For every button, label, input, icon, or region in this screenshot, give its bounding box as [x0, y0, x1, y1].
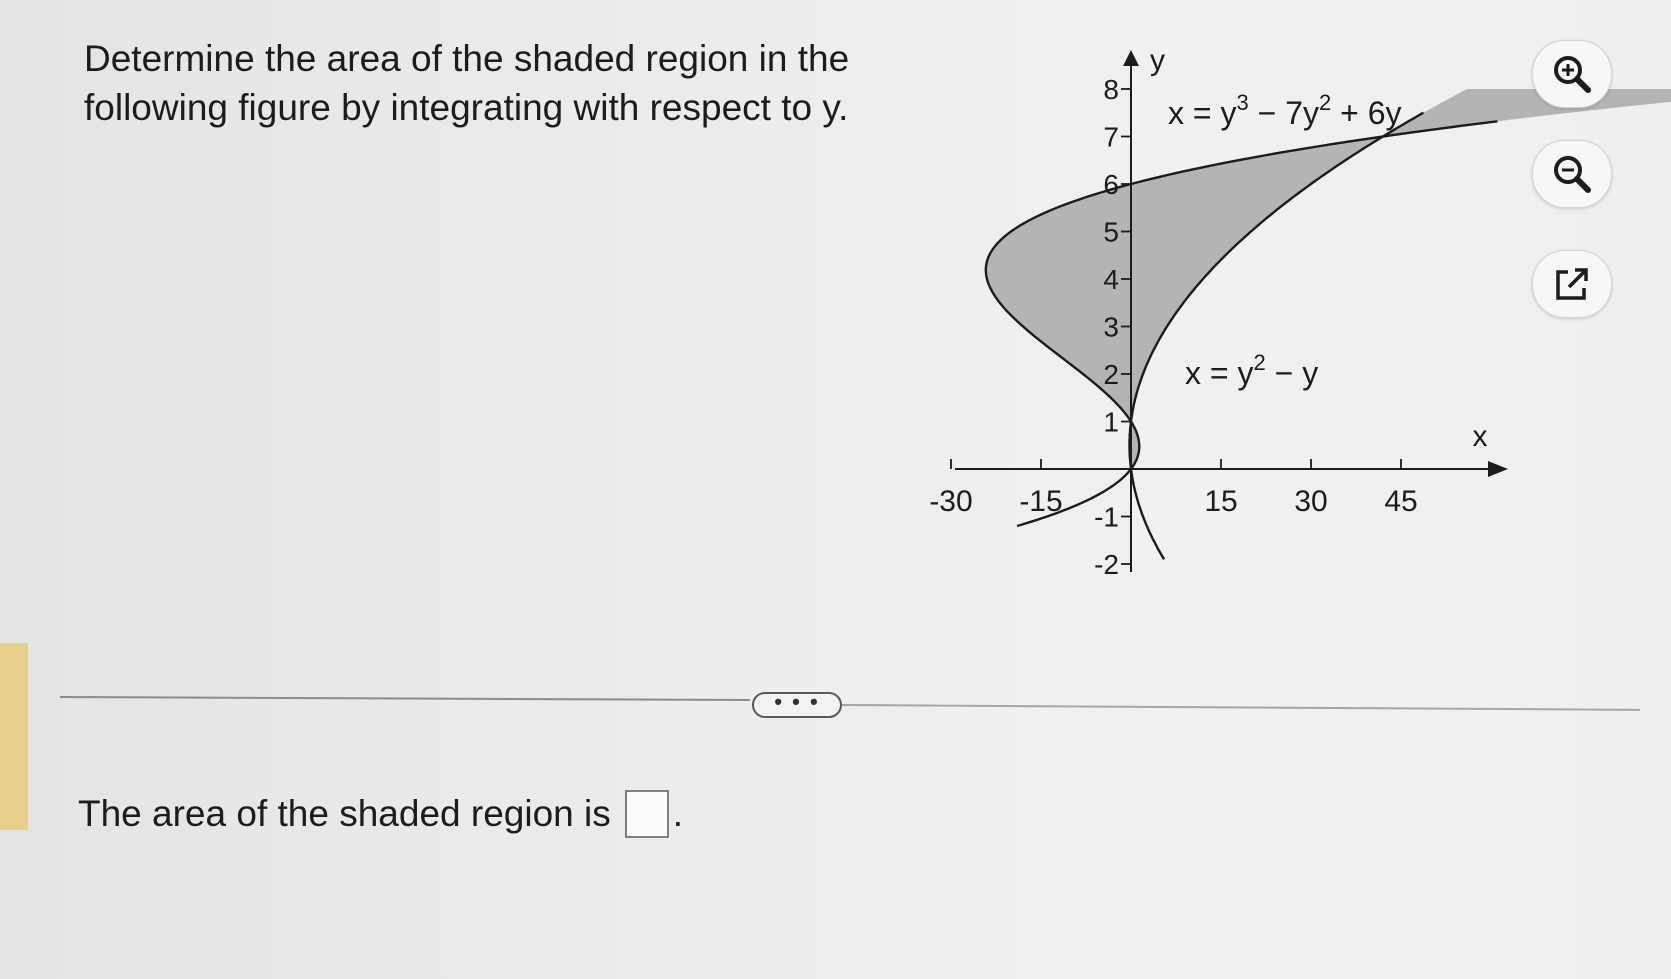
y-tick-label: 7	[1103, 121, 1119, 153]
y-tick-label: 4	[1103, 264, 1119, 295]
question-line-1: Determine the area of the shaded region in the	[84, 38, 850, 79]
curve-label-1: $x = y^3 - 7y^2 + 6y$	[1168, 90, 1402, 131]
y-tick-label: 3	[1103, 311, 1119, 343]
y-axis-label: y	[1150, 44, 1165, 77]
y-tick-label: 5	[1103, 216, 1119, 248]
x-axis-label: x	[1472, 420, 1488, 453]
answer-input[interactable]	[625, 790, 669, 838]
y-axis-arrow	[1123, 50, 1139, 66]
x-tick-label: -30	[929, 485, 973, 518]
y-tick-label: -1	[1094, 501, 1119, 533]
zoom-out-button[interactable]	[1532, 140, 1612, 208]
x-tick-label: 15	[1204, 485, 1238, 518]
zoom-out-icon	[1550, 152, 1594, 196]
x-axis-arrow	[1488, 461, 1508, 477]
show-more-button[interactable]: • • •	[752, 692, 842, 718]
popout-button[interactable]	[1532, 250, 1612, 318]
x-tick-label: 30	[1294, 485, 1328, 518]
y-tick-label: 1	[1103, 406, 1119, 438]
zoom-in-icon	[1550, 52, 1594, 96]
figure-toolbar	[1528, 40, 1618, 330]
question-line-2: following figure by integrating with respect to y.	[84, 87, 849, 128]
zoom-in-button[interactable]	[1532, 40, 1612, 108]
x-tick-label: 45	[1384, 485, 1418, 518]
answer-row	[78, 790, 683, 838]
external-link-icon	[1552, 264, 1592, 304]
x-tick-label: -15	[1019, 485, 1063, 518]
curve-label-2: $x = y^2 - y$	[1185, 350, 1319, 391]
answer-period: .	[672, 793, 684, 834]
y-tick-label: 6	[1103, 169, 1119, 200]
y-tick-label: -2	[1094, 549, 1119, 580]
answer-prompt: The area of the shaded region is	[78, 793, 611, 834]
y-tick-label: 2	[1103, 359, 1119, 390]
y-tick-label: 8	[1103, 74, 1119, 105]
